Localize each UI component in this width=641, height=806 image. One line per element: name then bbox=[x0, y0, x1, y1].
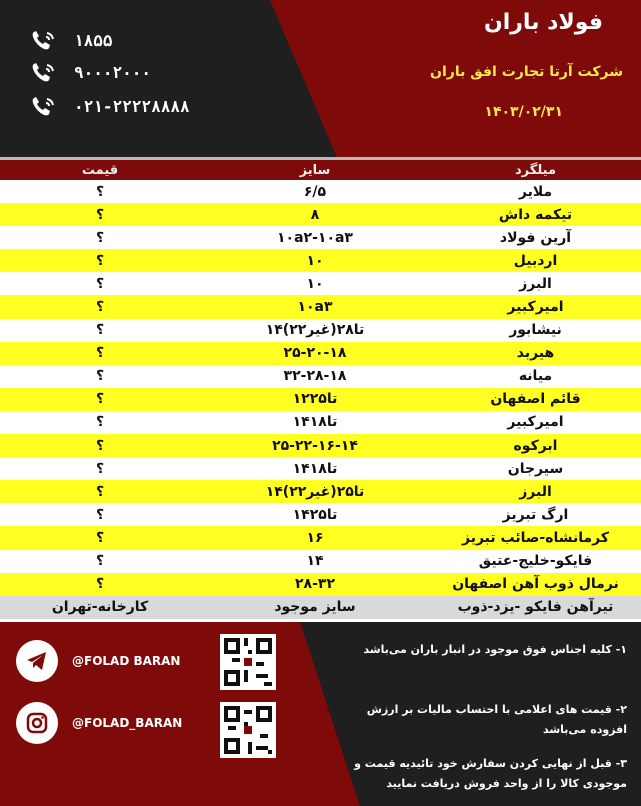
price-cell: ؟ bbox=[95, 576, 105, 593]
table-row bbox=[0, 342, 641, 365]
grade-cell: نرمال ذوب آهن اصفهان bbox=[452, 576, 619, 593]
size-cell: ۲۵-۲۰-۱۸ bbox=[283, 345, 347, 362]
size-cell: ۲۸-۳۲ bbox=[295, 576, 335, 593]
price-cell: ؟ bbox=[95, 252, 105, 269]
instagram-icon bbox=[16, 702, 58, 744]
brand-title: فولاد باران bbox=[483, 10, 603, 35]
company-name: شرکت آرتا تجارت افق باران bbox=[430, 64, 623, 80]
table-row bbox=[0, 365, 641, 388]
size-cell: ۱۴تا۱۸ bbox=[292, 414, 338, 431]
header bbox=[0, 0, 641, 160]
price-cell: ؟ bbox=[95, 206, 105, 223]
contact-row-3[interactable] bbox=[28, 94, 190, 118]
phone-number: ۱۸۵۵ bbox=[74, 30, 113, 50]
table-row bbox=[0, 526, 641, 549]
size-cell: ۱۰ bbox=[306, 252, 324, 269]
table-row bbox=[0, 457, 641, 480]
instagram-handle: @FOLAD_BARAN bbox=[72, 716, 183, 730]
table-row bbox=[0, 550, 641, 573]
price-cell: ؟ bbox=[95, 483, 105, 500]
table-row bbox=[0, 480, 641, 503]
size-cell: ۱۶ bbox=[306, 529, 324, 546]
header-grade: میلگرد bbox=[515, 162, 556, 178]
telegram-link[interactable] bbox=[16, 640, 180, 682]
date: ۱۴۰۳/۰۲/۳۱ bbox=[484, 104, 563, 120]
table-row-beams bbox=[0, 596, 641, 619]
grade-cell: سیرجان bbox=[507, 460, 564, 477]
size-cell: ۶/۵ bbox=[303, 183, 327, 200]
grade-cell: امیرکبیر bbox=[507, 414, 564, 431]
size-cell: ۱۴تا۲۵(غیر۲۲) bbox=[265, 483, 365, 500]
table-row bbox=[0, 180, 641, 203]
phone-icon bbox=[28, 28, 58, 52]
note-2: ۲- قیمت های اعلامی با احتساب مالیات بر ارزش افزوده می‌باشد bbox=[366, 703, 627, 736]
phone-icon bbox=[28, 94, 58, 118]
size-cell: ۸ bbox=[310, 206, 320, 223]
table-row bbox=[0, 203, 641, 226]
price-cell: ؟ bbox=[95, 414, 105, 431]
size-cell: ۱۰ bbox=[306, 275, 324, 292]
price-table bbox=[0, 160, 641, 619]
price-cell: ؟ bbox=[95, 437, 105, 454]
size-cell: ۲۵-۲۲-۱۶-۱۴ bbox=[272, 437, 358, 454]
grade-cell: آرین فولاد bbox=[499, 229, 572, 246]
table-row bbox=[0, 249, 641, 272]
price-cell: کارخانه-تهران bbox=[51, 599, 149, 616]
price-cell: ؟ bbox=[95, 506, 105, 523]
price-cell: ؟ bbox=[95, 275, 105, 292]
grade-cell: ابرکوه bbox=[513, 437, 558, 454]
grade-cell: میانه bbox=[518, 368, 553, 385]
table-row bbox=[0, 272, 641, 295]
price-cell: ؟ bbox=[95, 183, 105, 200]
header-size: سایز bbox=[299, 162, 331, 178]
grade-cell: اردبیل bbox=[513, 252, 558, 269]
size-cell: ۱۰a۲-۱۰a۳ bbox=[277, 229, 353, 246]
size-cell: ۱۴ bbox=[306, 553, 324, 570]
price-cell: ؟ bbox=[95, 345, 105, 362]
size-cell: سایز موجود bbox=[274, 599, 356, 616]
table-row bbox=[0, 411, 641, 434]
size-cell: ۳۲-۲۸-۱۸ bbox=[283, 368, 347, 385]
price-cell: ؟ bbox=[95, 391, 105, 408]
grade-cell: نیشابور bbox=[509, 322, 562, 339]
grade-cell: تیرآهن فایکو -یزد-ذوب bbox=[457, 599, 614, 616]
instagram-link[interactable] bbox=[16, 702, 182, 744]
grade-cell: البرز bbox=[519, 483, 552, 500]
price-cell: ؟ bbox=[95, 529, 105, 546]
table-header-row bbox=[0, 160, 641, 180]
contact-row-2[interactable] bbox=[28, 60, 151, 84]
size-cell: ۱۴تا۲۸(غیر۲۲) bbox=[265, 322, 365, 339]
phone-number: ۰۲۱-۲۲۲۲۸۸۸۸ bbox=[74, 96, 190, 116]
price-cell: ؟ bbox=[95, 460, 105, 477]
contact-row-1[interactable] bbox=[28, 28, 113, 52]
footer bbox=[0, 622, 641, 806]
table-row bbox=[0, 573, 641, 596]
price-cell: ؟ bbox=[95, 322, 105, 339]
telegram-qr-code[interactable] bbox=[220, 634, 276, 690]
size-cell: ۱۴تا۱۸ bbox=[292, 460, 338, 477]
header-price: قیمت bbox=[81, 162, 119, 178]
grade-cell: ملایر bbox=[518, 183, 553, 200]
table-row bbox=[0, 434, 641, 457]
telegram-icon bbox=[16, 640, 58, 682]
telegram-handle: @FOLAD BARAN bbox=[72, 654, 181, 668]
table-row bbox=[0, 503, 641, 526]
grade-cell: تیکمه داش bbox=[498, 206, 573, 223]
table-row bbox=[0, 388, 641, 411]
instagram-qr-code[interactable] bbox=[220, 702, 276, 758]
note-1: ۱- کلیه اجناس فوق موجود در انبار باران می‌باشد bbox=[363, 643, 627, 656]
grade-cell: کرمانشاه-صائب تبریز bbox=[462, 529, 609, 546]
price-cell: ؟ bbox=[95, 299, 105, 316]
size-cell: ۱۲تا۲۵ bbox=[292, 391, 338, 408]
phone-number: ۹۰۰۰۲۰۰۰ bbox=[74, 62, 152, 82]
grade-cell: البرز bbox=[519, 275, 552, 292]
price-cell: ؟ bbox=[95, 368, 105, 385]
table-row bbox=[0, 226, 641, 249]
grade-cell: قائم اصفهان bbox=[490, 391, 581, 408]
grade-cell: ارگ تبریز bbox=[502, 506, 569, 523]
table-row bbox=[0, 319, 641, 342]
grade-cell: هیربد bbox=[516, 345, 555, 362]
table-row bbox=[0, 295, 641, 318]
grade-cell: فایکو-خلیج-عتیق bbox=[478, 553, 593, 570]
grade-cell: امیرکبیر bbox=[507, 299, 564, 316]
size-cell: ۱۰a۳ bbox=[297, 299, 333, 316]
price-cell: ؟ bbox=[95, 229, 105, 246]
price-cell: ؟ bbox=[95, 553, 105, 570]
note-3: ۳- قبل از نهایی کردن سفارش خود تائیدیه قیمت و موجودی کالا را از واحد فروش دریافت نمایید bbox=[354, 757, 627, 790]
phone-icon bbox=[28, 60, 58, 84]
size-cell: ۱۴تا۲۵ bbox=[292, 506, 338, 523]
